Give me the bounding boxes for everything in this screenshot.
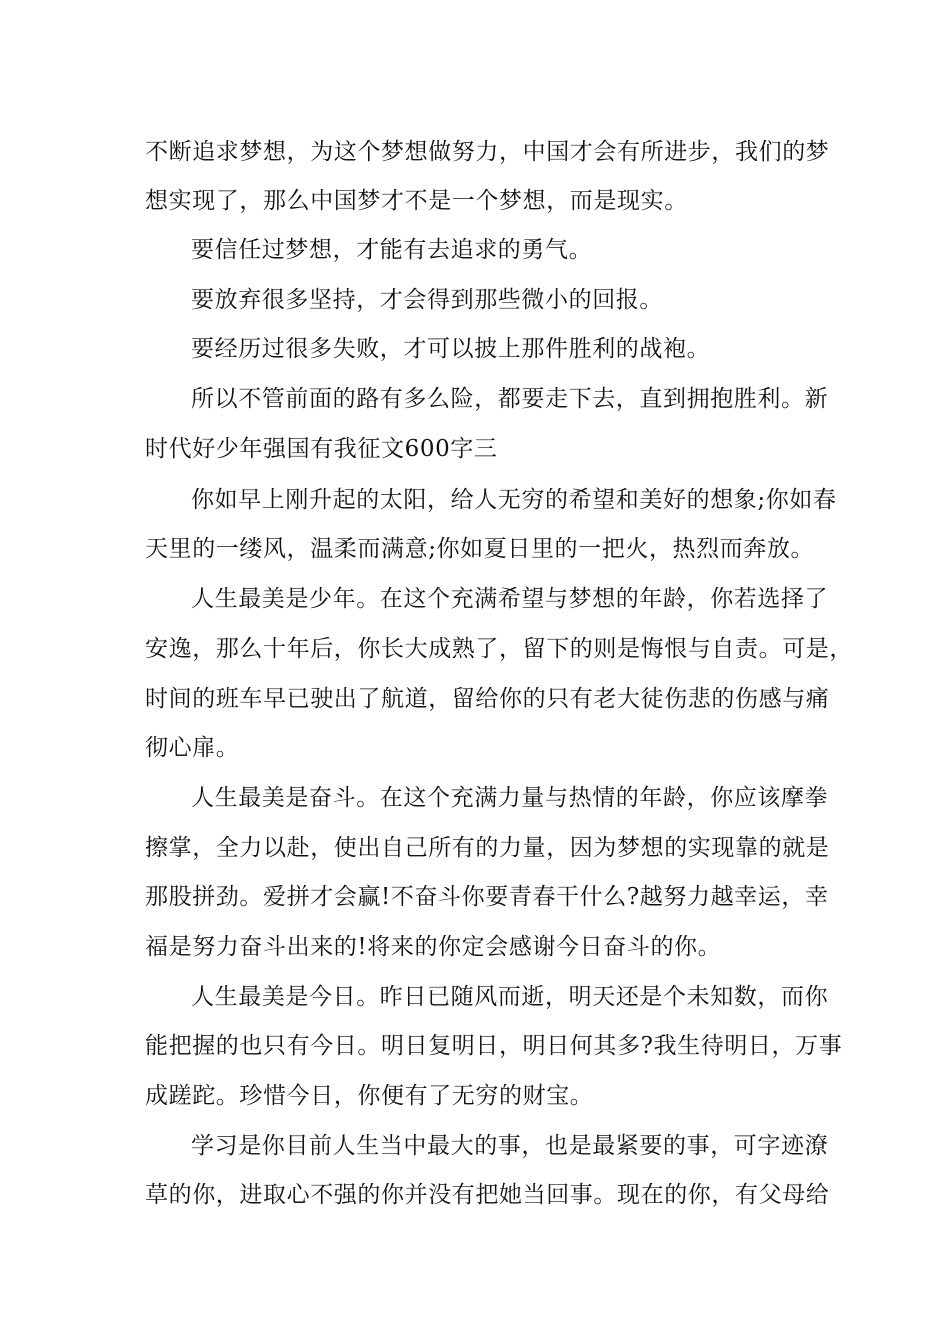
text-line: 所以不管前面的路有多么险，都要走下去，直到拥抱胜利。新 xyxy=(191,386,829,412)
text-line: 彻心扉。 xyxy=(145,735,240,761)
text-line: 学习是你目前人生当中最大的事，也是最紧要的事，可字迹潦 xyxy=(191,1133,829,1159)
text-line: 你如早上刚升起的太阳，给人无穷的希望和美好的想象;你如春 xyxy=(191,487,837,513)
text-line: 能把握的也只有今日。明日复明日，明日何其多?我生待明日，万事 xyxy=(145,1033,843,1059)
text-line: 想实现了，那么中国梦才不是一个梦想，而是现实。 xyxy=(145,188,688,214)
text-line: 人生最美是少年。在这个充满希望与梦想的年龄，你若选择了 xyxy=(191,586,829,612)
text-line: 时间的班车早已驶出了航道，留给你的只有老大徒伤悲的伤感与痛 xyxy=(145,686,830,712)
text-line: 天里的一缕风，温柔而满意;你如夏日里的一把火，热烈而奔放。 xyxy=(145,536,815,562)
text-line: 擦掌，全力以赴，使出自己所有的力量，因为梦想的实现靠的就是 xyxy=(145,835,830,861)
text-line: 时代好少年强国有我征文600字三 xyxy=(145,436,498,462)
text-line: 安逸，那么十年后，你长大成熟了，留下的则是悔恨与自责。可是， xyxy=(145,636,853,662)
text-line: 要经历过很多失败，才可以披上那件胜利的战袍。 xyxy=(191,336,711,362)
text-line: 成蹉跎。珍惜今日，你便有了无穷的财宝。 xyxy=(145,1083,594,1109)
text-line: 人生最美是今日。昨日已随风而逝，明天还是个未知数，而你 xyxy=(191,984,829,1010)
text-line: 草的你，进取心不强的你并没有把她当回事。现在的你，有父母给 xyxy=(145,1182,830,1208)
text-line: 不断追求梦想，为这个梦想做努力，中国才会有所进步，我们的梦 xyxy=(145,139,830,165)
text-line: 人生最美是奋斗。在这个充满力量与热情的年龄，你应该摩拳 xyxy=(191,785,829,811)
text-line: 福是努力奋斗出来的!将来的你定会感谢今日奋斗的你。 xyxy=(145,934,722,960)
text-line: 要信任过梦想，才能有去追求的勇气。 xyxy=(191,237,593,263)
text-line: 要放弃很多坚持，才会得到那些微小的回报。 xyxy=(191,287,663,313)
text-line: 那股拼劲。爱拼才会赢!不奋斗你要青春干什么?越努力越幸运，幸 xyxy=(145,884,829,910)
